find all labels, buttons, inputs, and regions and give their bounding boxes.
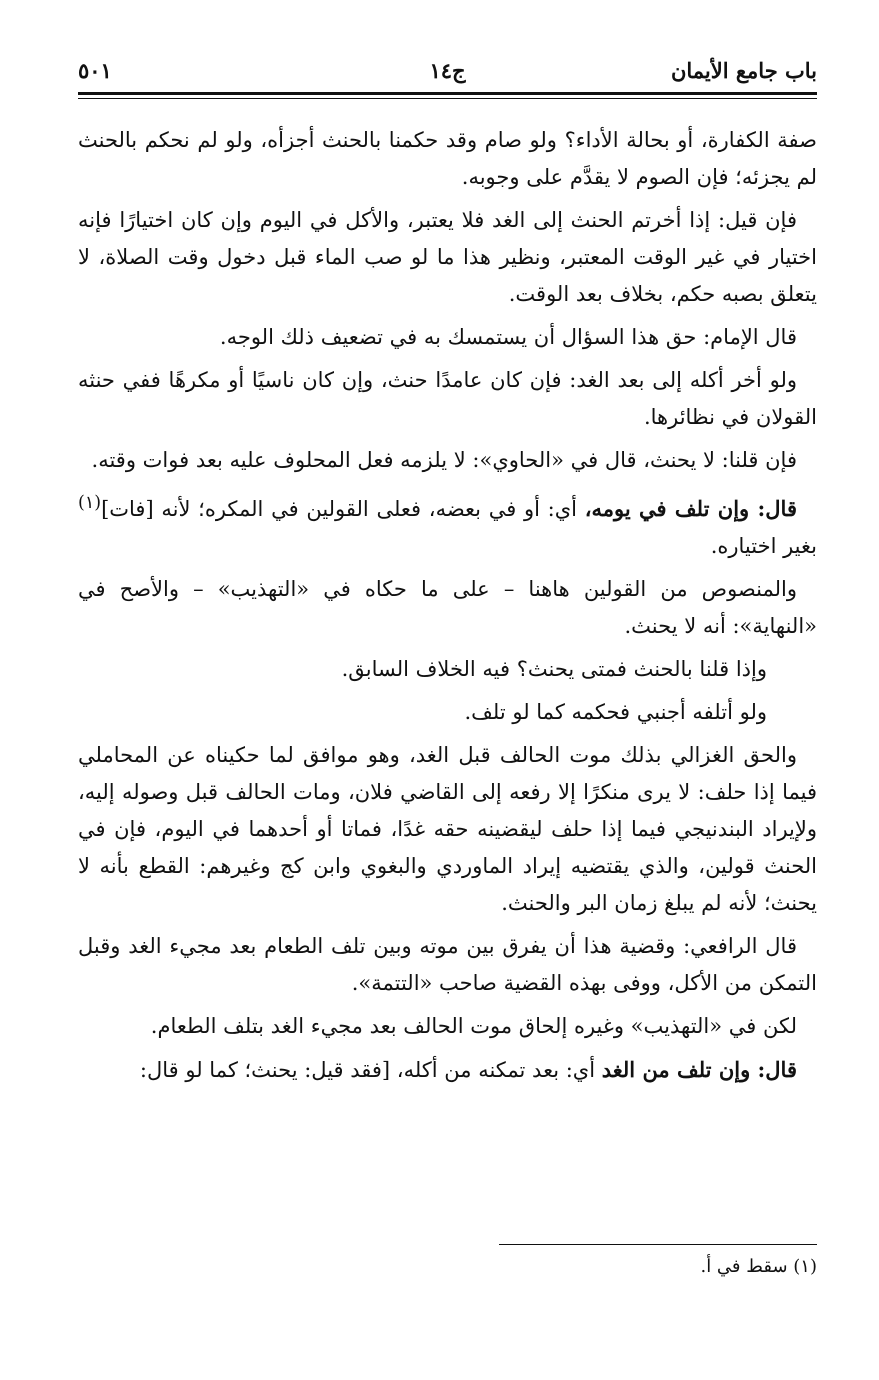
body-text [78,122,817,1095]
paragraph-6-rest: أي: أو في بعضه، فعلى القولين في المكره؛ لأنه [فات] [101,497,585,521]
paragraph-12: لكن في «التهذيب» وغيره إلحاق موت الحالف بعد مجيء الغد بتلف الطعام. [150,1014,797,1038]
paragraph-4: ولو أخر أكله إلى بعد الغد: فإن كان عامدًا حنث، وإن كان ناسيًا أو مكرهًا ففي حنثه القولان في نظائرها. [78,368,817,429]
header-rule-thin [78,98,817,99]
footnote-ref: (١) [78,493,102,513]
page-number: ٥٠١ [78,58,112,83]
paragraph-1: صفة الكفارة، أو بحالة الأداء؟ ولو صام وقد حكمنا بالحنث أجزأه، ولو لم نحكم بالحنث لم يجزئه؛ فإن الصوم لا يقدَّم على وجوبه. [78,128,817,189]
paragraph-13-rest: أي: بعد تمكنه من أكله، [فقد قيل: يحنث؛ كما لو قال: [139,1058,602,1082]
paragraph-6 [78,485,817,565]
paragraph-6-tail: بغير اختياره. [710,534,817,558]
paragraph-6-bold: قال: وإن تلف في يومه، [584,496,797,521]
footnote [700,1256,817,1277]
running-header [78,58,817,88]
footnote-text: سقط في أ. [700,1256,788,1277]
header-rule-thick [78,92,817,95]
paragraph-11: قال الرافعي: وقضية هذا أن يفرق بين موته وبين تلف الطعام بعد مجيء الغد وقبل التمكن من الأكل، ووفى بهذه القضية صاحب «التتمة». [78,934,817,995]
paragraph-3: قال الإمام: حق هذا السؤال أن يستمسك به في تضعيف ذلك الوجه. [219,325,797,349]
footnote-marker: (١) [793,1256,817,1277]
chapter-title: باب جامع الأيمان [670,58,817,83]
paragraph-5: فإن قلنا: لا يحنث، قال في «الحاوي»: لا يلزمه فعل المحلوف عليه بعد فوات وقته. [91,448,797,472]
paragraph-13 [78,1051,817,1089]
paragraph-10: والحق الغزالي بذلك موت الحالف قبل الغد، وهو موافق لما حكيناه عن المحاملي فيما إذا حلف: لا يرى منكرًا إلا رفعه إلى القاضي فلان، ومات الحالف قبل وصوله إليه، ولإيراد البندنيجي فيما إذا حلف ليقضينه حقه غدًا، فماتا أو أحدهما في اليوم، فإن في الحنث قولين، والذي يقتضيه إيراد الماوردي والبغوي وابن كج وغيرهم: القطع بأنه لا يحنث؛ لأنه لم يبلغ زمان البر والحنث. [78,743,817,915]
paragraph-13-bold: قال: وإن تلف من الغد [601,1057,797,1082]
footnote-rule [499,1244,817,1245]
paragraph-7: والمنصوص من القولين هاهنا – على ما حكاه في «التهذيب» – والأصح في «النهاية»: أنه لا يحنث. [78,577,817,638]
paragraph-9: ولو أتلفه أجنبي فحكمه كما لو تلف. [464,700,767,724]
volume-number: ج١٤ [429,58,466,83]
paragraph-8: وإذا قلنا بالحنث فمتى يحنث؟ فيه الخلاف السابق. [341,657,767,681]
paragraph-2: فإن قيل: إذا أخرتم الحنث إلى الغد فلا يعتبر، والأكل في اليوم وإن كان اختيارًا فإنه اختيار في غير الوقت المعتبر، ونظير هذا ما لو صب الماء قبل دخول وقت الصلاة، لا يتعلق بصبه حكم، بخلاف بعد الوقت. [78,208,817,306]
